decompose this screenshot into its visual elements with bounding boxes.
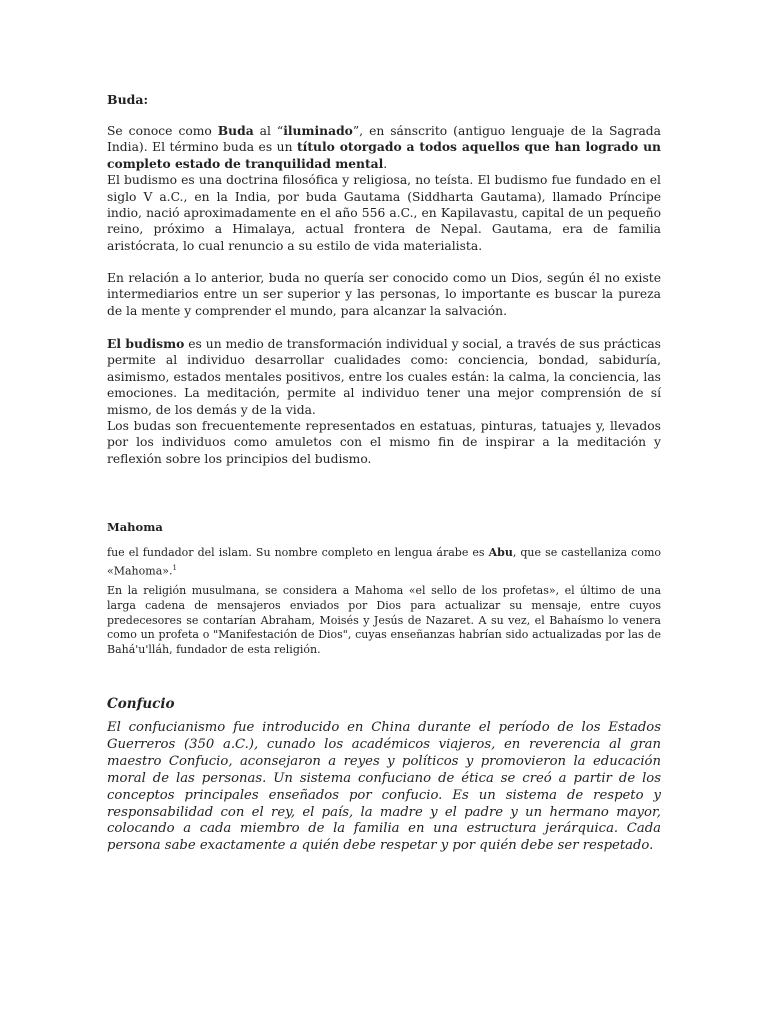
buda-paragraph-2: El budismo es una doctrina filosófica y religiosa, no teísta. El budismo fue fundado en el siglo V a.C., en la India, por buda Gautama (Siddharta Gautama), llamado Príncipe indio, nació aproximadamente en el año 556 a.C., en Kapilavastu, capital de un pequeño reino, próximo a Himalaya, actual frontera de Nepal. Gautama, era de familia aristócrata, lo cual renuncio a su estilo de vida materialista. (107, 173, 661, 253)
mahoma-heading: Mahoma (107, 520, 163, 534)
buda-paragraph-3: En relación a lo anterior, buda no quería ser conocido como un Dios, según él no existe intermediarios entre un ser superior y las personas, lo importante es buscar la pureza de la mente y comprender el mundo, para alcanzar la salvación. (107, 271, 661, 318)
mahoma-paragraph-1-block (107, 546, 661, 579)
mahoma-paragraph-2-block (107, 584, 661, 658)
confucio-paragraph: El confucianismo fue introducido en China durante el período de los Estados Guerreros (350 a.C.), cunado los académicos viajeros, en reverencia al gran maestro Confucio, aconsejaron a reyes y políticos y promovieron la educación moral de las personas. Un sistema confuciano de ética se creó a partir de los conceptos principales enseñados por confucio. Es un sistema de respeto y responsabilidad con el rey, el país, la madre y el padre y un hermano mayor, colocando a cada miembro de la familia en una estructura jerárquica. Cada persona sabe exactamente a quién debe respetar y por quién debe ser respetado. (107, 720, 661, 854)
buda-paragraph-4-block (107, 336, 661, 467)
buda-paragraph-4: El budismo es un medio de transformación individual y social, a través de sus prácticas permite al individuo desarrollar cualidades como: conciencia, bondad, sabiduría, asimismo, estados mentales positivos, entre los cuales están: la calma, la conciencia, las emociones. La meditación, permite al individuo tener una mejor comprensión de sí mismo, de los demás y de la vida. (107, 336, 661, 417)
mahoma-paragraph-2: En la religión musulmana, se considera a Mahoma «el sello de los profetas», el último de una larga cadena de mensajeros enviados por Dios para actualizar su mensaje, entre cuyos predecesores se contarían Abraham, Moisés y Jesús de Nazaret. A su vez, el Bahaísmo lo venera como un profeta o "Manifestación de Dios", cuyas enseñanzas habrían sido actualizadas por las de Bahá'u'lláh, fundador de esta religión. (107, 584, 661, 657)
buda-paragraph-5: Los budas son frecuentemente representados en estatuas, pinturas, tatuajes y, llevados por los individuos como amuletos con el mismo fin de inspirar a la meditación y reflexión sobre los principios del budismo. (107, 419, 661, 466)
confucio-heading: Confucio (107, 696, 175, 712)
footnote-marker: 1 (172, 563, 177, 572)
confucio-paragraph-block (107, 720, 661, 855)
buda-paragraph-1: Se conoce como Buda al “iluminado”, en sánscrito (antiguo lenguaje de la Sagrada India). El término buda es un título otorgado a todos aquellos que han logrado un completo estado de tranquilidad mental. (107, 123, 661, 171)
buda-paragraph-3-block (107, 270, 661, 319)
mahoma-paragraph-1: fue el fundador del islam. Su nombre completo en lengua árabe es Abu, que se castellaniza como «Mahoma».$^1$ (107, 546, 661, 578)
buda-section (107, 123, 661, 254)
buda-heading: Buda: (107, 92, 149, 107)
